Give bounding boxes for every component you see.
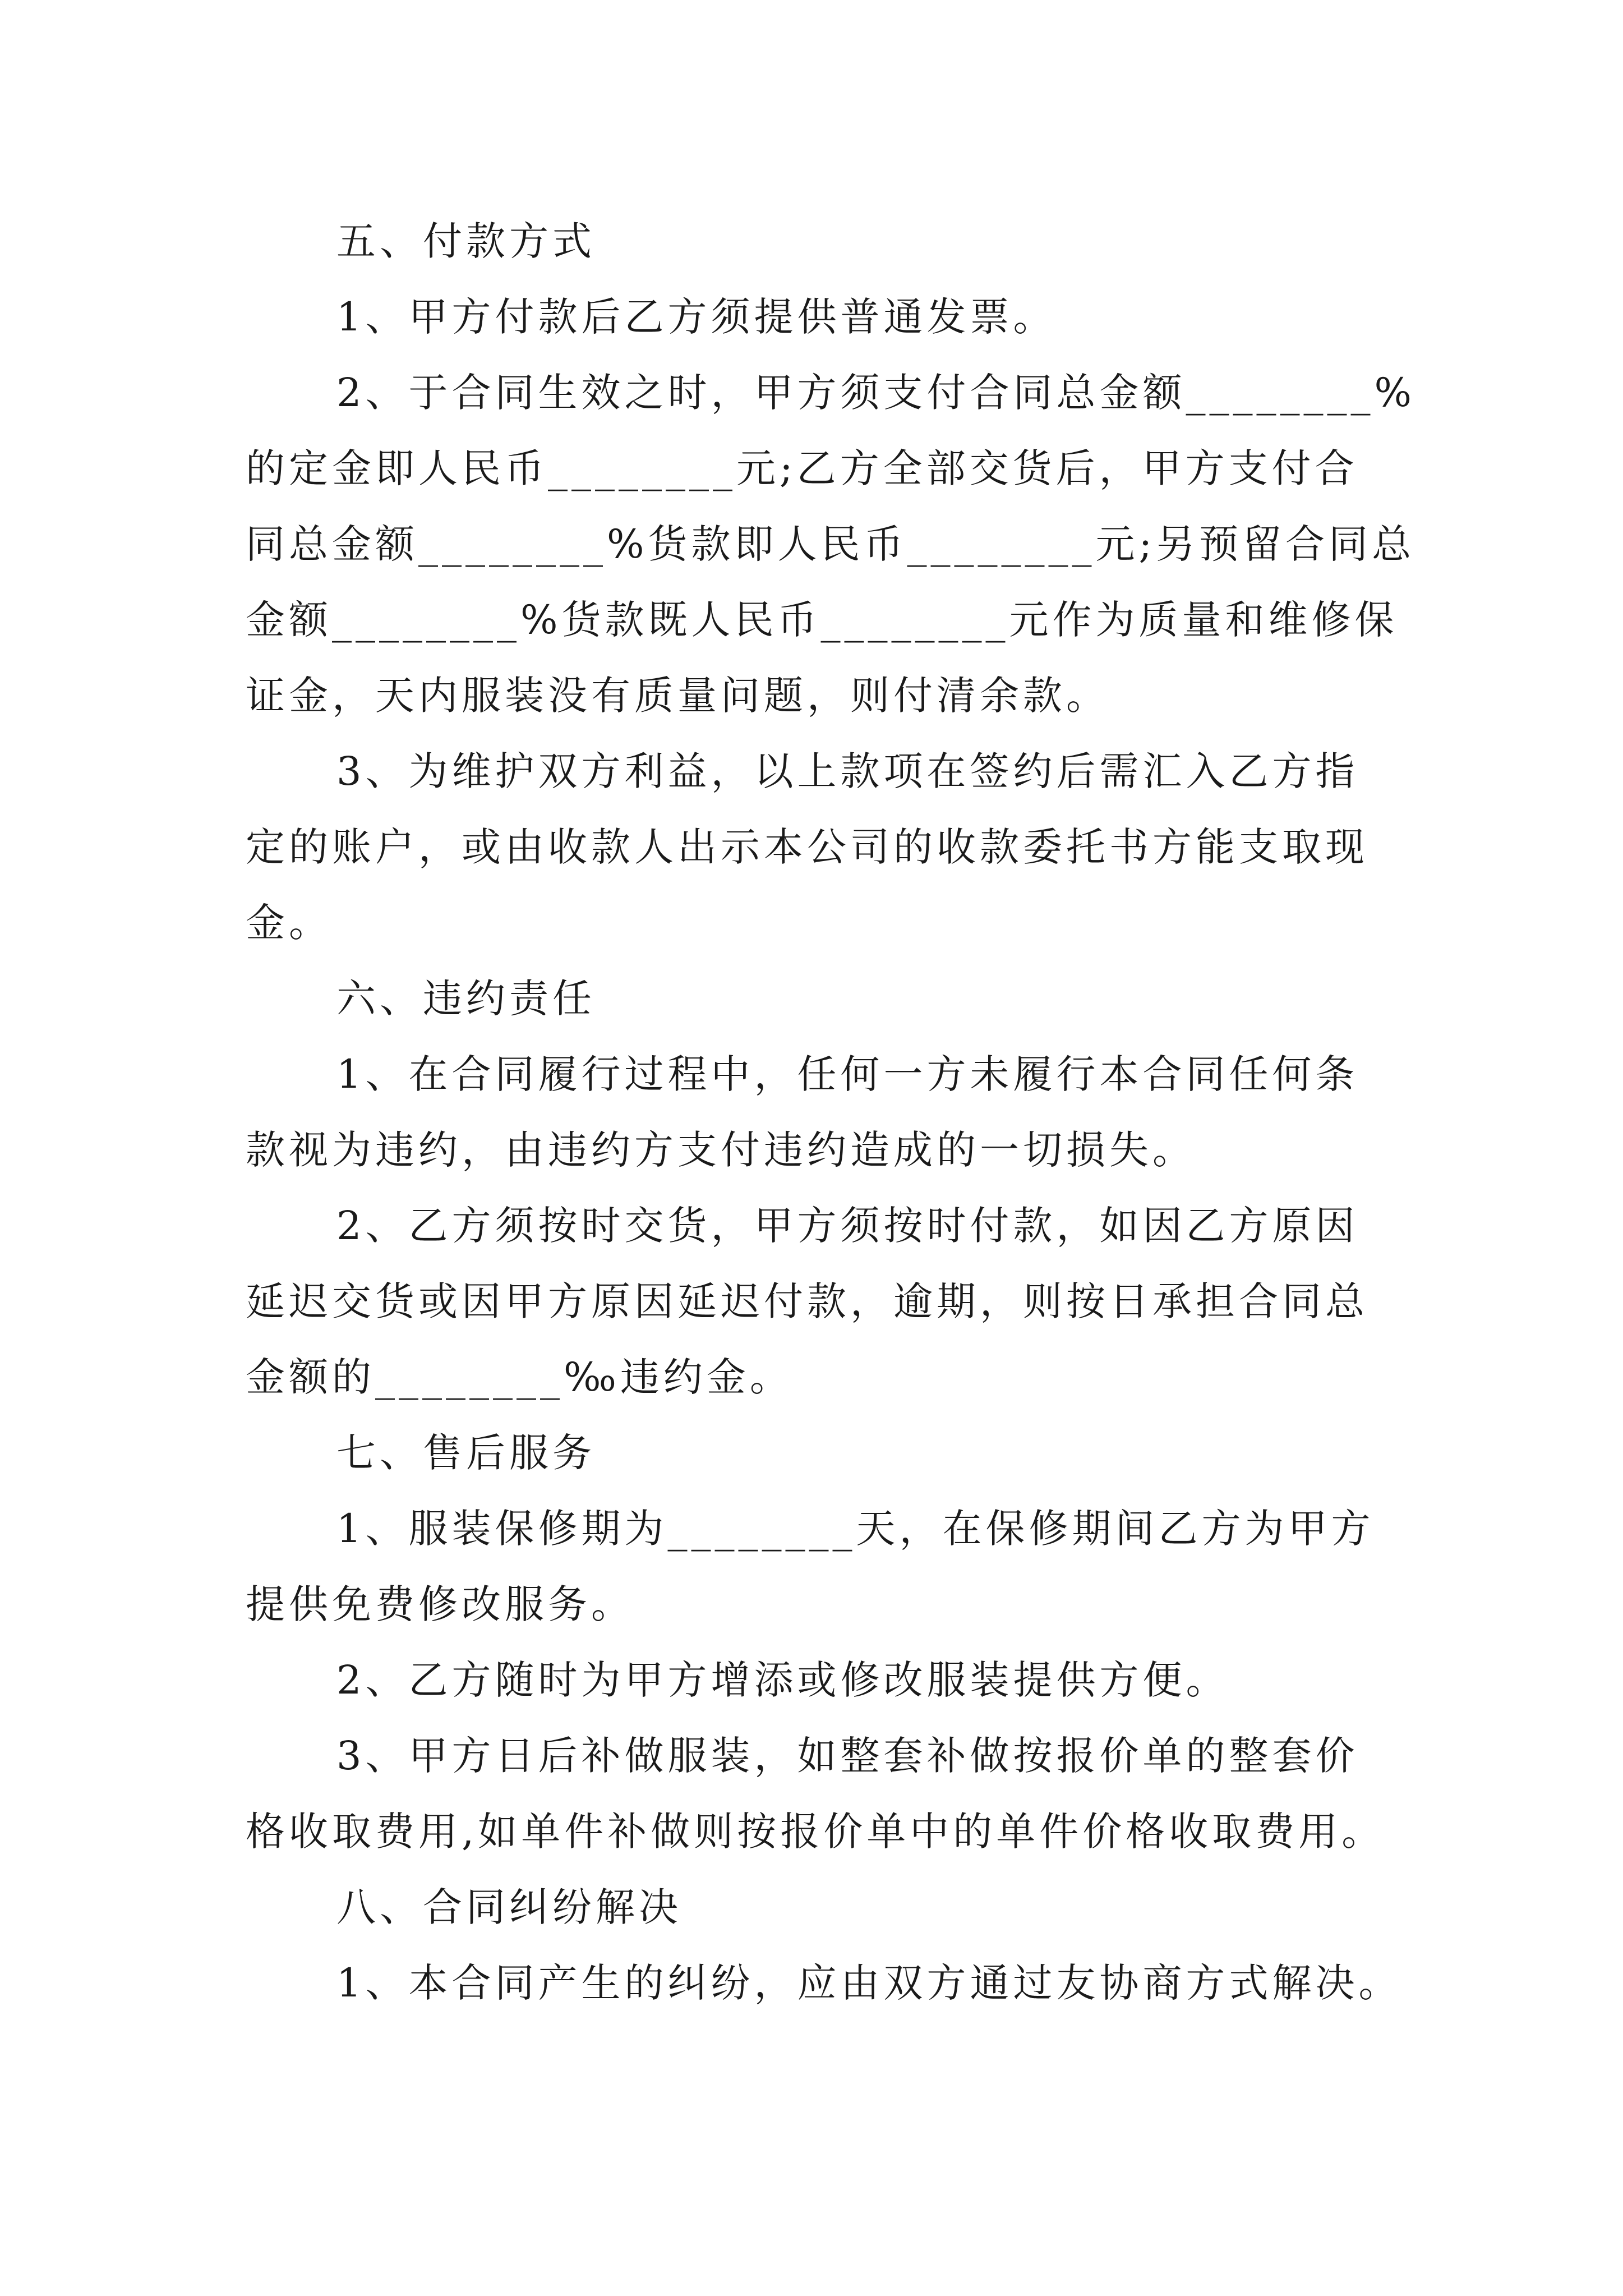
paragraph-line: 1、服装保修期为________天，在保修期间乙方为甲方 xyxy=(336,1506,1375,1552)
paragraph-line: 款视为违约，由违约方支付违约造成的一切损失。 xyxy=(246,1127,1196,1173)
paragraph-line: 金额的________‰违约金。 xyxy=(246,1354,793,1400)
paragraph-line: 1、在合同履行过程中，任何一方未履行本合同任何条 xyxy=(336,1051,1359,1097)
paragraph-line: 延迟交货或因甲方原因延迟付款，逾期，则按日承担合同总 xyxy=(246,1278,1368,1324)
section-heading-liability: 六、违约责任 xyxy=(336,976,596,1022)
paragraph-line: 2、乙方随时为甲方增添或修改服装提供方便。 xyxy=(336,1657,1229,1703)
section-heading-payment: 五、付款方式 xyxy=(336,218,596,264)
paragraph-line: 定的账户，或由收款人出示本公司的收款委托书方能支取现 xyxy=(246,824,1368,870)
paragraph-line: 2、于合同生效之时，甲方须支付合同总金额________% xyxy=(336,370,1416,416)
section-heading-dispute: 八、合同纠纷解决 xyxy=(336,1884,682,1930)
paragraph-line: 2、乙方须按时交货，甲方须按时付款，如因乙方原因 xyxy=(336,1203,1359,1249)
paragraph-line: 金额________%货款既人民币________元作为质量和维修保 xyxy=(246,597,1398,643)
paragraph-line: 3、甲方日后补做服装，如整套补做按报价单的整套价 xyxy=(336,1733,1359,1779)
paragraph-line: 1、本合同产生的纠纷，应由双方通过友协商方式解决。 xyxy=(336,1960,1402,2006)
paragraph-line: 同总金额________%货款即人民币________元;另预留合同总 xyxy=(246,521,1415,567)
paragraph-line: 3、为维护双方利益，以上款项在签约后需汇入乙方指 xyxy=(336,748,1359,794)
paragraph-line: 1、甲方付款后乙方须提供普通发票。 xyxy=(336,294,1057,340)
section-heading-after-sales: 七、售后服务 xyxy=(336,1430,596,1476)
paragraph-line: 提供免费修改服务。 xyxy=(246,1581,634,1627)
paragraph-line: 格收取费用,如单件补做则按报价单中的单件价格收取费用。 xyxy=(246,1809,1385,1855)
paragraph-line: 证金，天内服装没有质量问题，则付清余款。 xyxy=(246,673,1109,719)
paragraph-line: 的定金即人民币________元;乙方全部交货后，甲方支付合 xyxy=(246,445,1358,491)
paragraph-line: 金。 xyxy=(246,900,332,946)
